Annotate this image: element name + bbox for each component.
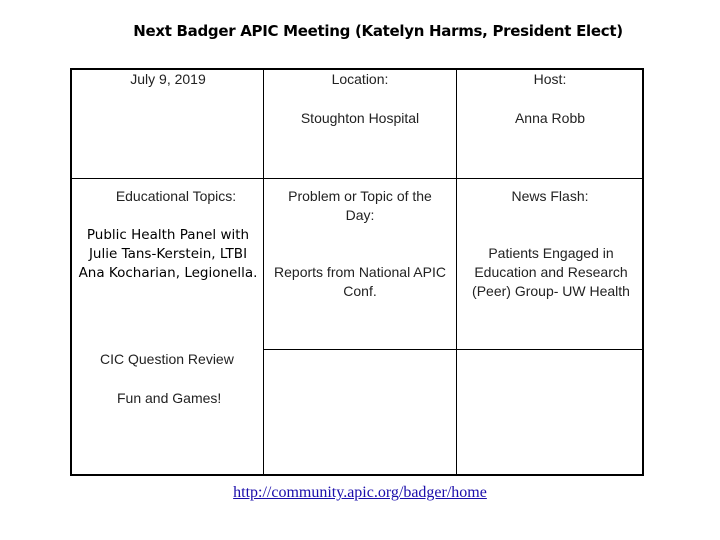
- location-label: Location:: [331, 71, 389, 87]
- educational-topics-value: Public Health Panel with Julie Tans-Kerstein, LTBI Ana Kocharian, Legionella.: [78, 227, 258, 281]
- column-divider-1: [263, 69, 264, 475]
- community-link[interactable]: http://community.apic.org/badger/home: [233, 484, 487, 501]
- educational-topics-label: Educational Topics:: [115, 188, 237, 204]
- page-title: Next Badger APIC Meeting (Katelyn Harms, President Elect): [133, 22, 623, 40]
- location-value: Stoughton Hospital: [300, 110, 420, 126]
- host-label: Host:: [533, 71, 567, 87]
- row-divider-1: [71, 178, 643, 179]
- cic-question-review: CIC Question Review: [100, 351, 234, 367]
- news-flash-label: News Flash:: [511, 188, 589, 204]
- meeting-date: July 9, 2019: [130, 71, 206, 87]
- host-value: Anna Robb: [514, 110, 586, 126]
- row-divider-2: [263, 349, 643, 350]
- news-flash-value: Patients Engaged in Education and Research (Peer) Group- UW Health: [472, 245, 630, 299]
- problem-topic-value: Reports from National APIC Conf.: [274, 264, 446, 299]
- fun-and-games: Fun and Games!: [117, 390, 222, 406]
- problem-topic-label: Problem or Topic of the Day:: [288, 188, 432, 223]
